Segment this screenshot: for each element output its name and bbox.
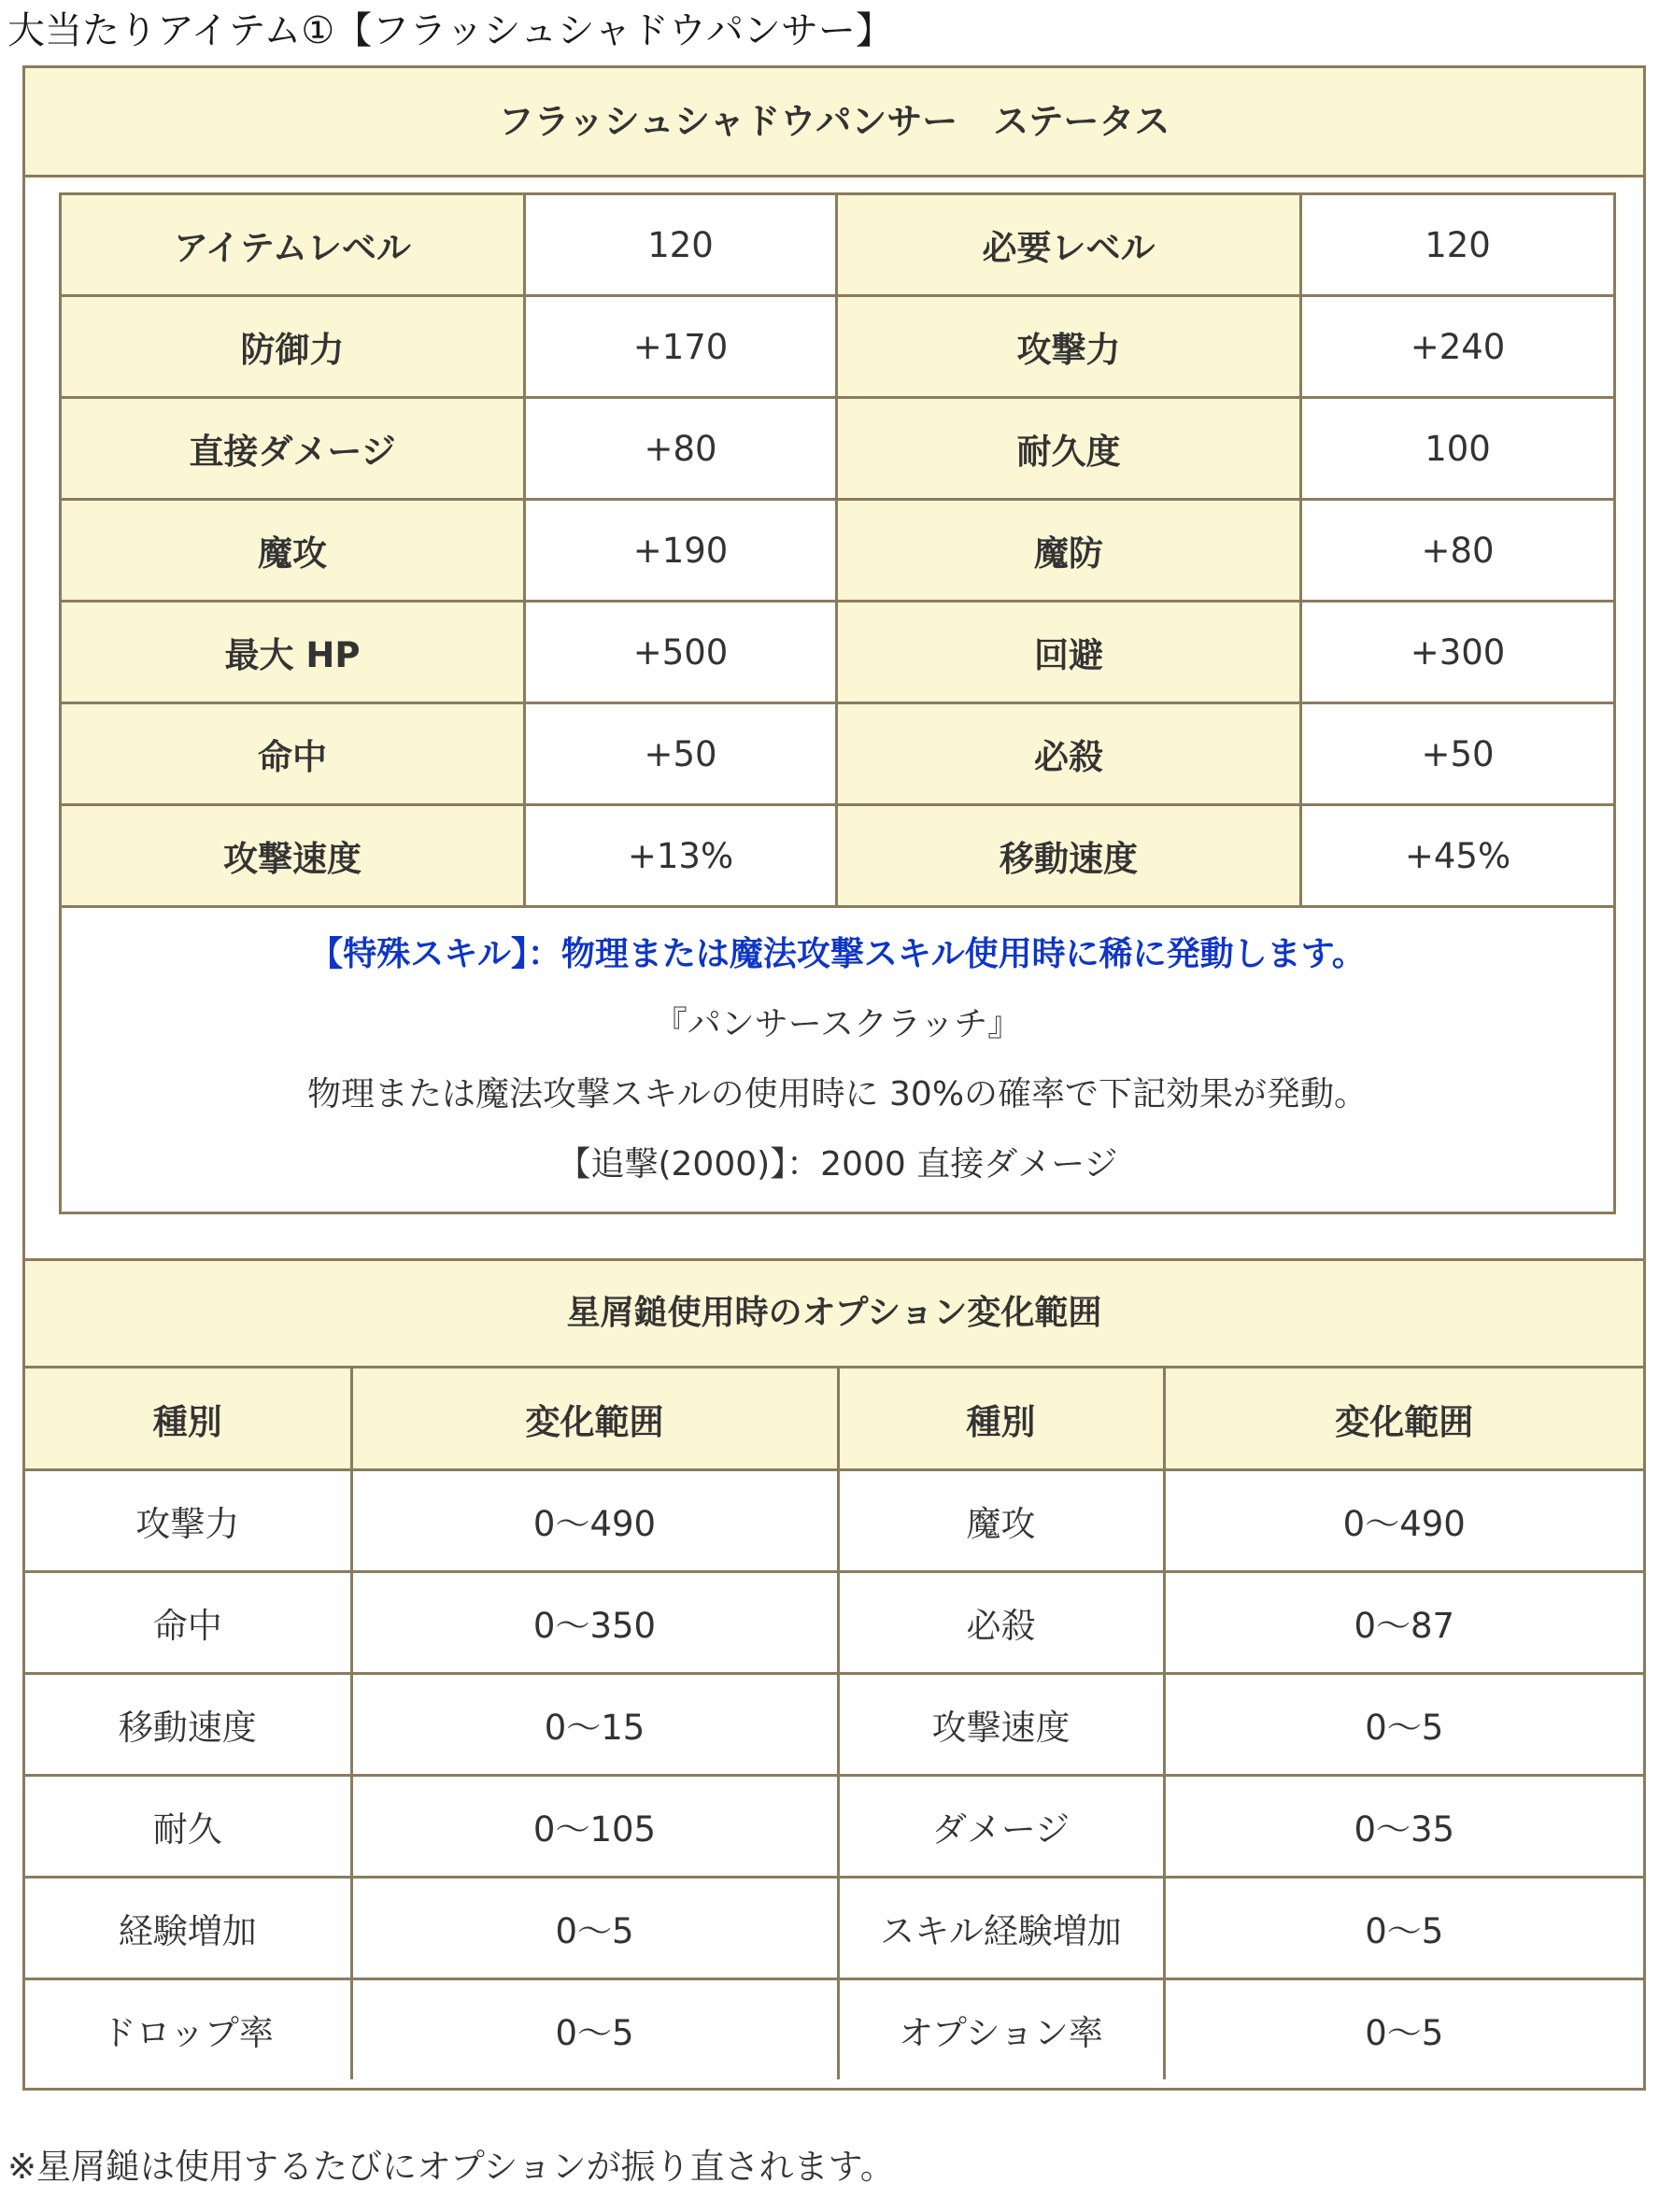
stat-label: 最大 HP	[61, 602, 525, 703]
special-skill-description: 物理または魔法攻撃スキルの使用時に 30%の確率で下記効果が発動。	[306, 1075, 1368, 1113]
option-type: 経験増加	[25, 1878, 351, 1979]
stat-label: 防御力	[61, 296, 525, 398]
stat-value: +170	[525, 296, 837, 398]
stat-value: +240	[1301, 296, 1615, 398]
option-range: 0～490	[1164, 1470, 1643, 1572]
column-header: 変化範囲	[1164, 1368, 1643, 1470]
stats-table	[59, 192, 1616, 1214]
special-skill-title: 【特殊スキル】：物理または魔法攻撃スキル使用時に稀に発動します。	[309, 935, 1366, 973]
option-type: 命中	[25, 1572, 351, 1674]
stat-label: 回避	[837, 602, 1301, 703]
stat-label: 命中	[61, 703, 525, 805]
option-panel	[22, 1261, 1646, 2091]
stat-value: +50	[1301, 703, 1615, 805]
table-row	[25, 1776, 1643, 1878]
special-skill-row	[61, 907, 1615, 1213]
table-row	[25, 1878, 1643, 1979]
stat-label: 攻撃速度	[61, 805, 525, 907]
option-type: オプション率	[838, 1979, 1164, 2080]
table-row	[25, 1470, 1643, 1572]
column-header: 種別	[838, 1368, 1164, 1470]
stat-value: +190	[525, 500, 837, 602]
option-range: 0～15	[351, 1674, 838, 1776]
option-type: ダメージ	[838, 1776, 1164, 1878]
option-type: ドロップ率	[25, 1979, 351, 2080]
stat-label: 魔攻	[61, 500, 525, 602]
table-row	[25, 1674, 1643, 1776]
option-type: スキル経験増加	[838, 1878, 1164, 1979]
special-skill-name: 『パンサースクラッチ』	[653, 1005, 1022, 1043]
option-range: 0～5	[351, 1878, 838, 1979]
stat-label: 必殺	[837, 703, 1301, 805]
special-skill-cell	[61, 907, 1615, 1213]
stats-row	[61, 703, 1615, 805]
stat-value: +45%	[1301, 805, 1615, 907]
option-range: 0～5	[1164, 1674, 1643, 1776]
option-type: 耐久	[25, 1776, 351, 1878]
option-range: 0～5	[1164, 1878, 1643, 1979]
status-panel	[22, 65, 1646, 1261]
option-type: 攻撃速度	[838, 1674, 1164, 1776]
stat-value: 120	[525, 194, 837, 296]
stat-value: +300	[1301, 602, 1615, 703]
option-range: 0～5	[351, 1979, 838, 2080]
stats-row	[61, 398, 1615, 500]
option-range: 0～490	[351, 1470, 838, 1572]
page-title: 大当たりアイテム①【フラッシュシャドウパンサー】	[7, 9, 893, 52]
stats-row	[61, 805, 1615, 907]
stat-value: 100	[1301, 398, 1615, 500]
stat-value: +80	[525, 398, 837, 500]
stat-value: 120	[1301, 194, 1615, 296]
footnote: ※星屑鎚は使用するたびにオプションが振り直されます。	[7, 2147, 895, 2187]
option-type: 魔攻	[838, 1470, 1164, 1572]
option-type: 必殺	[838, 1572, 1164, 1674]
table-row	[25, 1572, 1643, 1674]
table-row	[25, 1979, 1643, 2080]
stats-row	[61, 296, 1615, 398]
stat-label: 魔防	[837, 500, 1301, 602]
option-type: 攻撃力	[25, 1470, 351, 1572]
stats-row	[61, 194, 1615, 296]
option-range: 0～87	[1164, 1572, 1643, 1674]
stat-label: 移動速度	[837, 805, 1301, 907]
stat-label: 必要レベル	[837, 194, 1301, 296]
stat-label: 耐久度	[837, 398, 1301, 500]
option-header-row	[25, 1368, 1643, 1470]
stat-value: +80	[1301, 500, 1615, 602]
stat-value: +50	[525, 703, 837, 805]
option-table	[25, 1368, 1643, 2079]
stats-row	[61, 602, 1615, 703]
stat-label: アイテムレベル	[61, 194, 525, 296]
stat-label: 攻撃力	[837, 296, 1301, 398]
option-range: 0～5	[1164, 1979, 1643, 2080]
stat-value: +500	[525, 602, 837, 703]
option-type: 移動速度	[25, 1674, 351, 1776]
status-header: フラッシュシャドウパンサー ステータス	[25, 68, 1643, 177]
option-range: 0～105	[351, 1776, 838, 1878]
column-header: 変化範囲	[351, 1368, 838, 1470]
column-header: 種別	[25, 1368, 351, 1470]
stat-label: 直接ダメージ	[61, 398, 525, 500]
option-range: 0～350	[351, 1572, 838, 1674]
option-range: 0～35	[1164, 1776, 1643, 1878]
option-header: 星屑鎚使用時のオプション変化範囲	[25, 1261, 1643, 1368]
special-skill-effect: 【追撃(2000)】：2000 直接ダメージ	[557, 1145, 1118, 1184]
stat-value: +13%	[525, 805, 837, 907]
stats-row	[61, 500, 1615, 602]
